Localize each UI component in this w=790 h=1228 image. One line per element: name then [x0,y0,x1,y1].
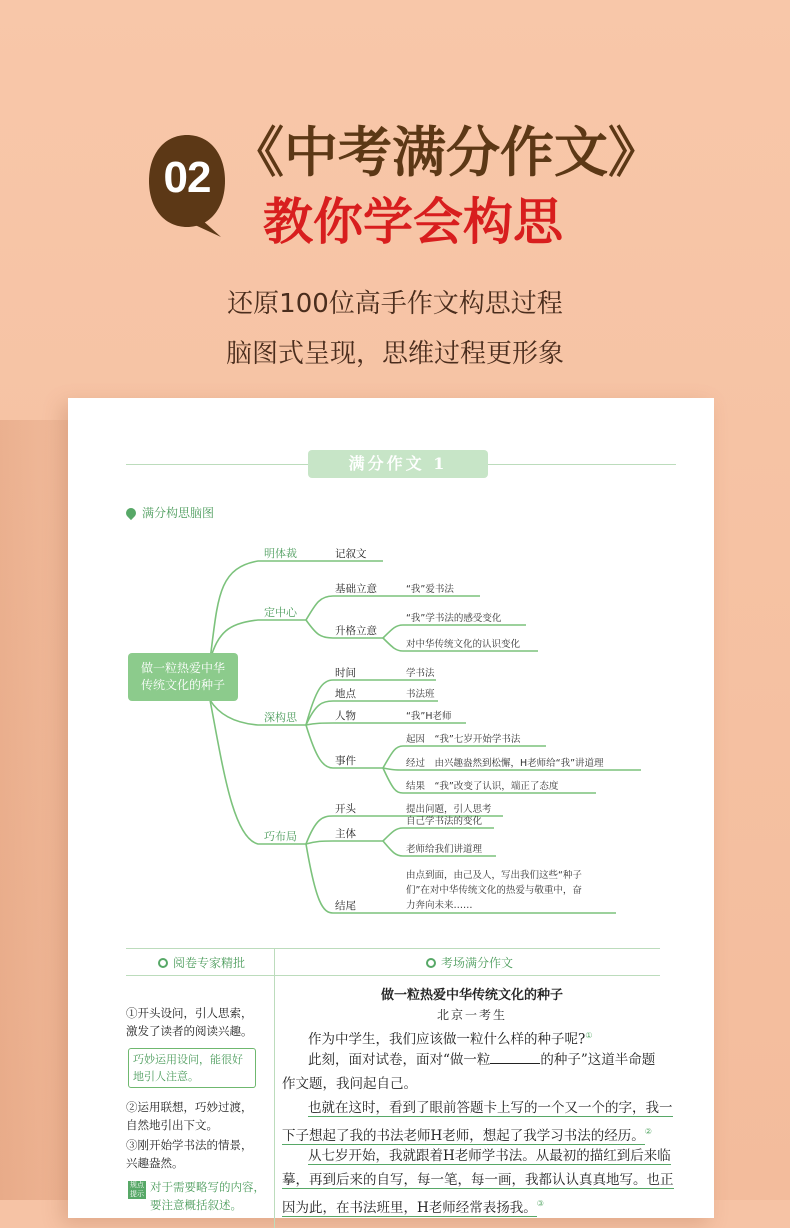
note-2: ②运用联想，巧妙过渡， 自然地引出下文。 [126,1100,253,1132]
section-rule-top [126,948,660,949]
expert-review-heading: 阅卷专家精批 [158,954,245,971]
branch-theme: 定中心 [264,606,297,619]
leaf-body-1: 自己学书法的变化 [406,816,483,827]
essay-p2-line1: 此刻，面对试卷，面对“做一粒 的种子”这道半命题 [308,1052,656,1068]
leaf-ending-1: 由点到面，由己及人，写出我们这些“种子 [406,870,582,881]
node-event: 事件 [335,755,356,767]
branch-structure: 巧布局 [264,830,297,843]
leaf-basic-theme: “我”爱书法 [406,584,454,595]
page-banner: 满分作文 1 [308,450,488,478]
node-place: 地点 [335,688,356,700]
node-upgraded-theme: 升格立意 [335,625,377,637]
note-callout: 巧妙运用设问，能很好 地引人注意。 [128,1048,256,1088]
mindmap-root: 做一粒热爱中华 传统文化的种子 [128,653,238,701]
leaf-opening: 提出问题，引人思考 [406,804,492,815]
tip-tag: 规点提示 [130,1181,144,1198]
leaf-feeling-change: “我”学书法的感受变化 [406,613,502,624]
branch-plot: 深构思 [264,711,297,724]
branch-genre: 明体裁 [264,547,297,560]
headline: 教你学会构思 [263,192,563,251]
subtitle-2: 脑图式呈现，思维过程更形象 [225,339,564,369]
leaf-process: 经过 由兴趣盎然到松懈，H老师给“我”讲道理 [406,758,604,769]
subtitle-1: 还原100位高手作文构思过程 [227,289,563,319]
leaf-icon [158,958,168,968]
leaf-place: 书法班 [406,689,435,700]
node-body: 主体 [335,828,356,840]
column-divider [274,948,275,1228]
note-1: ①开头设问，引人思索， 激发了读者的阅读兴趣。 [126,1006,253,1038]
essay-p4-line2: 摹，再到后来的自写，每一笔，每一画，我都认认真真地写。也正 [282,1172,674,1188]
essay-p3-line2: 下子想起了我的书法老师H老师，想起了我学习书法的经历。② [282,1127,652,1144]
book-page [68,398,714,1218]
leaf-result: 结果 “我”改变了认识，端正了态度 [406,781,559,792]
note-4: 对于需要略写的内容， 要注意概括叙述。 [150,1180,265,1212]
leaf-ending-3: 力奔向未来…… [406,900,473,911]
leaf-people: “我”H老师 [406,711,452,722]
essay-p3-line1: 也就在这时，看到了眼前答题卡上写的一个又一个的字，我一 [308,1100,673,1116]
leaf-genre: 记叙文 [335,548,367,560]
note-3: ③刚开始学书法的情景， 兴趣盎然。 [126,1138,253,1170]
leaf-body-2: 老师给我们讲道理 [406,844,483,855]
badge-number: 02 [163,153,211,202]
model-essay-heading: 考场满分作文 [426,954,513,971]
node-people: 人物 [335,710,356,722]
section-rule-mid [126,975,660,976]
node-opening: 开头 [335,803,356,815]
essay-p1: 作为中学生，我们应该做一粒什么样的种子呢?① [308,1031,593,1048]
node-time: 时间 [335,667,356,679]
book-title: 《中考满分作文》 [230,120,662,184]
medal-icon [426,958,436,968]
node-ending: 结尾 [335,900,356,912]
leaf-ending-2: 们”在对中华传统文化的热爱与敬重中，奋 [406,885,582,896]
number-badge [147,133,227,241]
leaf-time: 学书法 [406,668,435,679]
mindmap-heading: 满分构思脑图 [126,504,214,521]
essay-p2-line2: 作文题，我问起自己。 [282,1076,417,1092]
essay-title: 做一粒热爱中华传统文化的种子 [380,988,563,1003]
node-basic-theme: 基础立意 [335,583,377,595]
essay-p4-line1: 从七岁开始，我就跟着H老师学书法。从最初的描红到后来临 [308,1148,671,1164]
leaf-cause: 起因 “我”七岁开始学书法 [406,734,521,745]
leaf-culture-change: 对中华传统文化的认识变化 [406,639,521,650]
essay-p4-line3: 因为此，在书法班里，H老师经常表扬我。③ [282,1199,544,1216]
essay-author: 北京一考生 [436,1008,507,1022]
